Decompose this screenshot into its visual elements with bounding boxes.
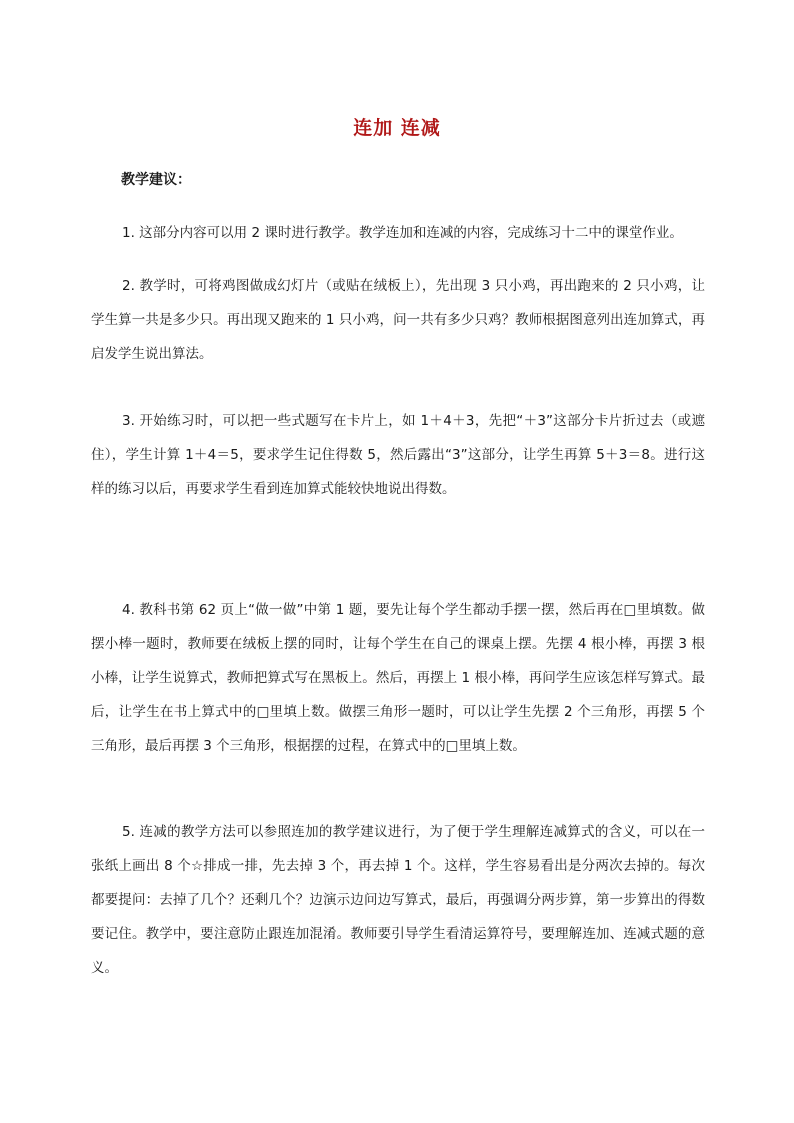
- paragraph-5: 5. 连减的教学方法可以参照连加的教学建议进行，为了便于学生理解连减算式的含义，可以在一张纸上画出 8 个☆排成一排，先去掉 3 个，再去掉 1 个。这样，学生容易看出是分两次去掉的。每次都要提问：去掉了几个？还剩几个？边演示边问边写算式，最后，再强调分两步算，第一步算出的得数要记住。教学中，要注意防止跟连加混淆。教师要引导学生看清运算符号，要理解连加、连减式题的意义。: [91, 824, 705, 976]
- paragraph-3: 3. 开始练习时，可以把一些式题写在卡片上，如 1＋4＋3，先把“＋3”这部分卡片折过去（或遮住），学生计算 1＋4＝5，要求学生记住得数 5，然后露出“3”这部分，让学生再算 5＋3＝8。进行这样的练习以后，再要求学生看到连加算式能较快地说出得数。: [91, 413, 705, 497]
- document-title: 连加 连减: [353, 117, 441, 139]
- paragraph-4: 4. 教科书第 62 页上“做一做”中第 1 题，要先让每个学生都动手摆一摆，然后再在□里填数。做摆小棒一题时，教师要在绒板上摆的同时，让每个学生在自己的课桌上摆。先摆 4 根小棒，再摆 3 根小棒，让学生说算式，教师把算式写在黑板上。然后，再摆上 1 根小棒，再问学生应该怎样写算式。最后，让学生在书上算式中的□里填上数。做摆三角形一题时，可以让学生先摆 2 个三角形，再摆 5 个三角形，最后再摆 3 个三角形，根据摆的过程，在算式中的□里填上数。: [91, 602, 705, 754]
- paragraph-1: 1. 这部分内容可以用 2 课时进行教学。教学连加和连减的内容，完成练习十二中的课堂作业。: [122, 225, 683, 241]
- paragraph-2: 2. 教学时，可将鸡图做成幻灯片（或贴在绒板上），先出现 3 只小鸡，再出跑来的 2 只小鸡，让学生算一共是多少只。再出现又跑来的 1 只小鸡，问一共有多少只鸡？教师根据图意列出连加算式，再启发学生说出算法。: [91, 278, 705, 362]
- section-heading: 教学建议：: [121, 172, 191, 188]
